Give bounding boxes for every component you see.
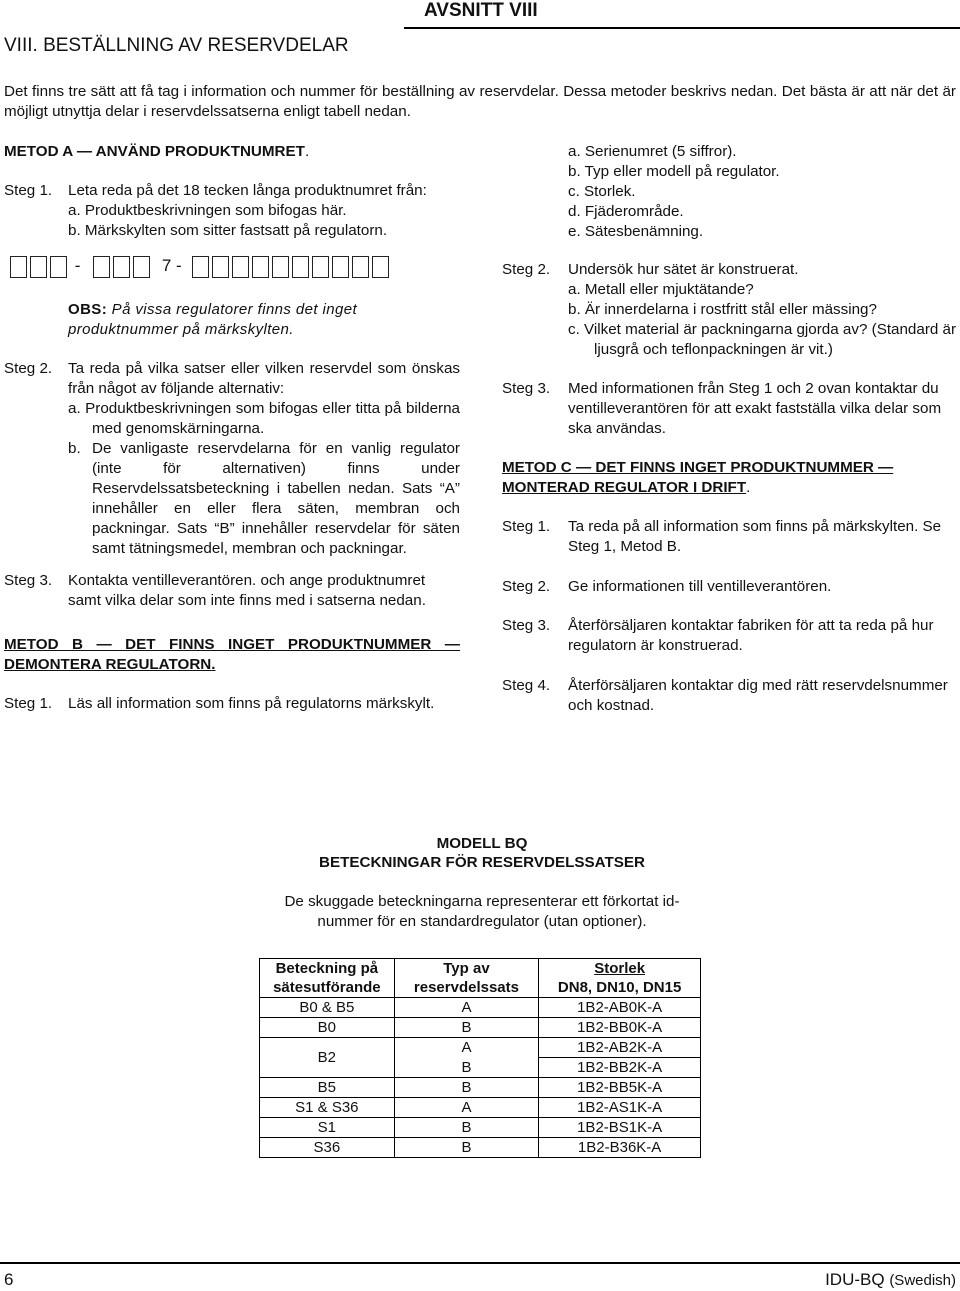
- table-row: B0 & B5 A 1B2-AB0K-A: [260, 998, 701, 1018]
- spare-kit-title: BETECKNINGAR FÖR RESERVDELSSATSER: [318, 854, 645, 871]
- table-row: S36 B 1B2-B36K-A: [260, 1138, 701, 1158]
- code-box: [30, 256, 47, 278]
- list-item: c. Storlek.: [568, 183, 636, 200]
- intro-paragraph: Det finns tre sätt att få tag i information och nummer för beställning av reservdelar. Dessa metoder beskrivs nedan. Det bästa är att när det är möjligt utnyttja delar i reservdelssatserna enligt tabell nedan.: [4, 83, 956, 120]
- code-box: [332, 256, 349, 278]
- spare-kit-table: [259, 958, 701, 1158]
- code-box: [50, 256, 67, 278]
- method-a-step-1: Steg 1. Leta reda på det 18 tecken långa produktnumret från: a. Produktbeskrivningen som bifogas här. b. Märkskylten som sitter fastsatt på regulatorn.: [4, 182, 427, 239]
- header-seat: Beteckning på sätesutförande: [260, 959, 395, 998]
- footer-rule: [0, 1262, 960, 1264]
- nameplate-info-list: [568, 142, 780, 242]
- header-kit-type: Typ av reservdelssats: [394, 959, 539, 998]
- header-size: Storlek DN8, DN10, DN15: [539, 959, 701, 998]
- list-item: a. Serienumret (5 siffror).: [568, 143, 737, 160]
- code-box: [192, 256, 209, 278]
- table-header-row: [260, 959, 701, 998]
- method-b-step-2: Steg 2. Undersök hur sätet är konstruerat. a. Metall eller mjuktätande? b. Är innerdelarna i rostfritt stål eller mässing? c. Vilket material är packningarna gjorda av? (Standard är ljusgrå och teflonpackningen är vit.): [502, 261, 957, 358]
- method-b-step-1: Steg 1. Läs all information som finns på regulatorns märkskylt.: [4, 695, 435, 712]
- table-row: B5 B 1B2-BB5K-A: [260, 1078, 701, 1098]
- document-id: IDU-BQ (Swedish): [825, 1270, 956, 1289]
- code-box: [212, 256, 229, 278]
- section-code: AVSNITT VIII: [424, 0, 538, 21]
- method-b-heading: METOD B — DET FINNS INGET PRODUKTNUMMER — DEMONTERA REGULATORN.: [4, 636, 460, 673]
- header-rule: [404, 27, 960, 29]
- table-row: B 1B2-BB2K-A: [260, 1058, 701, 1078]
- method-a-step-2: Steg 2. Ta reda på vilka satser eller vilken reservdel som önskas från något av följande alternativ: a. Produktbeskrivningen som bifogas eller titta på bilderna med genomskärningarna. b. De vanligaste reservdelarna för en vanlig regulator (inte för alternativen) finns under Reservdelssatsbeteckning i tabellen nedan. Sats “A” innehåller en eller flera säten, membran och packningar. Sats “B” innehåller reservdelar för säten samt tätningsmedel, membran och packningar.: [4, 360, 460, 557]
- code-box: [10, 256, 27, 278]
- model-description: De skuggade beteckningarna representerar ett förkortat id-nummer för en standardregulator (utan optioner).: [284, 893, 680, 930]
- code-box: [113, 256, 130, 278]
- code-box: [93, 256, 110, 278]
- page-title: VIII. BESTÄLLNING AV RESERVDELAR: [4, 35, 349, 56]
- table-row: B0 B 1B2-BB0K-A: [260, 1018, 701, 1038]
- list-item: d. Fjäderområde.: [568, 203, 684, 220]
- method-a-heading: METOD A — ANVÄND PRODUKTNUMRET.: [4, 143, 310, 160]
- method-c-heading: METOD C — DET FINNS INGET PRODUKTNUMMER — MONTERAD REGULATOR I DRIFT.: [502, 459, 894, 496]
- code-box: [372, 256, 389, 278]
- obs-note: OBS: På vissa regulatorer finns det inget produktnummer på märkskylten.: [68, 301, 358, 338]
- list-item: e. Sätesbenämning.: [568, 223, 704, 240]
- code-box: [252, 256, 269, 278]
- page-number: 6: [4, 1270, 14, 1289]
- product-code-boxes: - 7 -: [10, 256, 392, 278]
- method-c-step-3: Steg 3. Återförsäljaren kontaktar fabriken för att ta reda på hur regulatorn är konstruerad.: [502, 617, 934, 654]
- code-box: [232, 256, 249, 278]
- table-row: S1 & S36 A 1B2-AS1K-A: [260, 1098, 701, 1118]
- code-box: [352, 256, 369, 278]
- list-item: b. Typ eller modell på regulator.: [568, 163, 780, 180]
- method-c-step-4: Steg 4. Återförsäljaren kontaktar dig med rätt reservdelsnummer och kostnad.: [502, 677, 948, 714]
- method-c-step-2: Steg 2. Ge informationen till ventilleverantören.: [502, 578, 832, 595]
- code-box: [292, 256, 309, 278]
- code-box: [272, 256, 289, 278]
- method-c-step-1: Steg 1. Ta reda på all information som finns på märkskylten. Se Steg 1, Metod B.: [502, 518, 942, 555]
- code-box: [312, 256, 329, 278]
- code-box: [133, 256, 150, 278]
- method-a-step-3: Steg 3. Kontakta ventilleverantören. och ange produktnumret samt vilka delar som inte finns med i satserna nedan.: [4, 572, 426, 609]
- table-row: S1 B 1B2-BS1K-A: [260, 1118, 701, 1138]
- table-row: B2 A 1B2-AB2K-A: [260, 1038, 701, 1058]
- model-title: MODELL BQ: [436, 835, 528, 852]
- method-b-step-3: Steg 3. Med informationen från Steg 1 och 2 ovan kontaktar du ventilleverantören för att exakt fastställa vilka delar som ska användas.: [502, 380, 942, 437]
